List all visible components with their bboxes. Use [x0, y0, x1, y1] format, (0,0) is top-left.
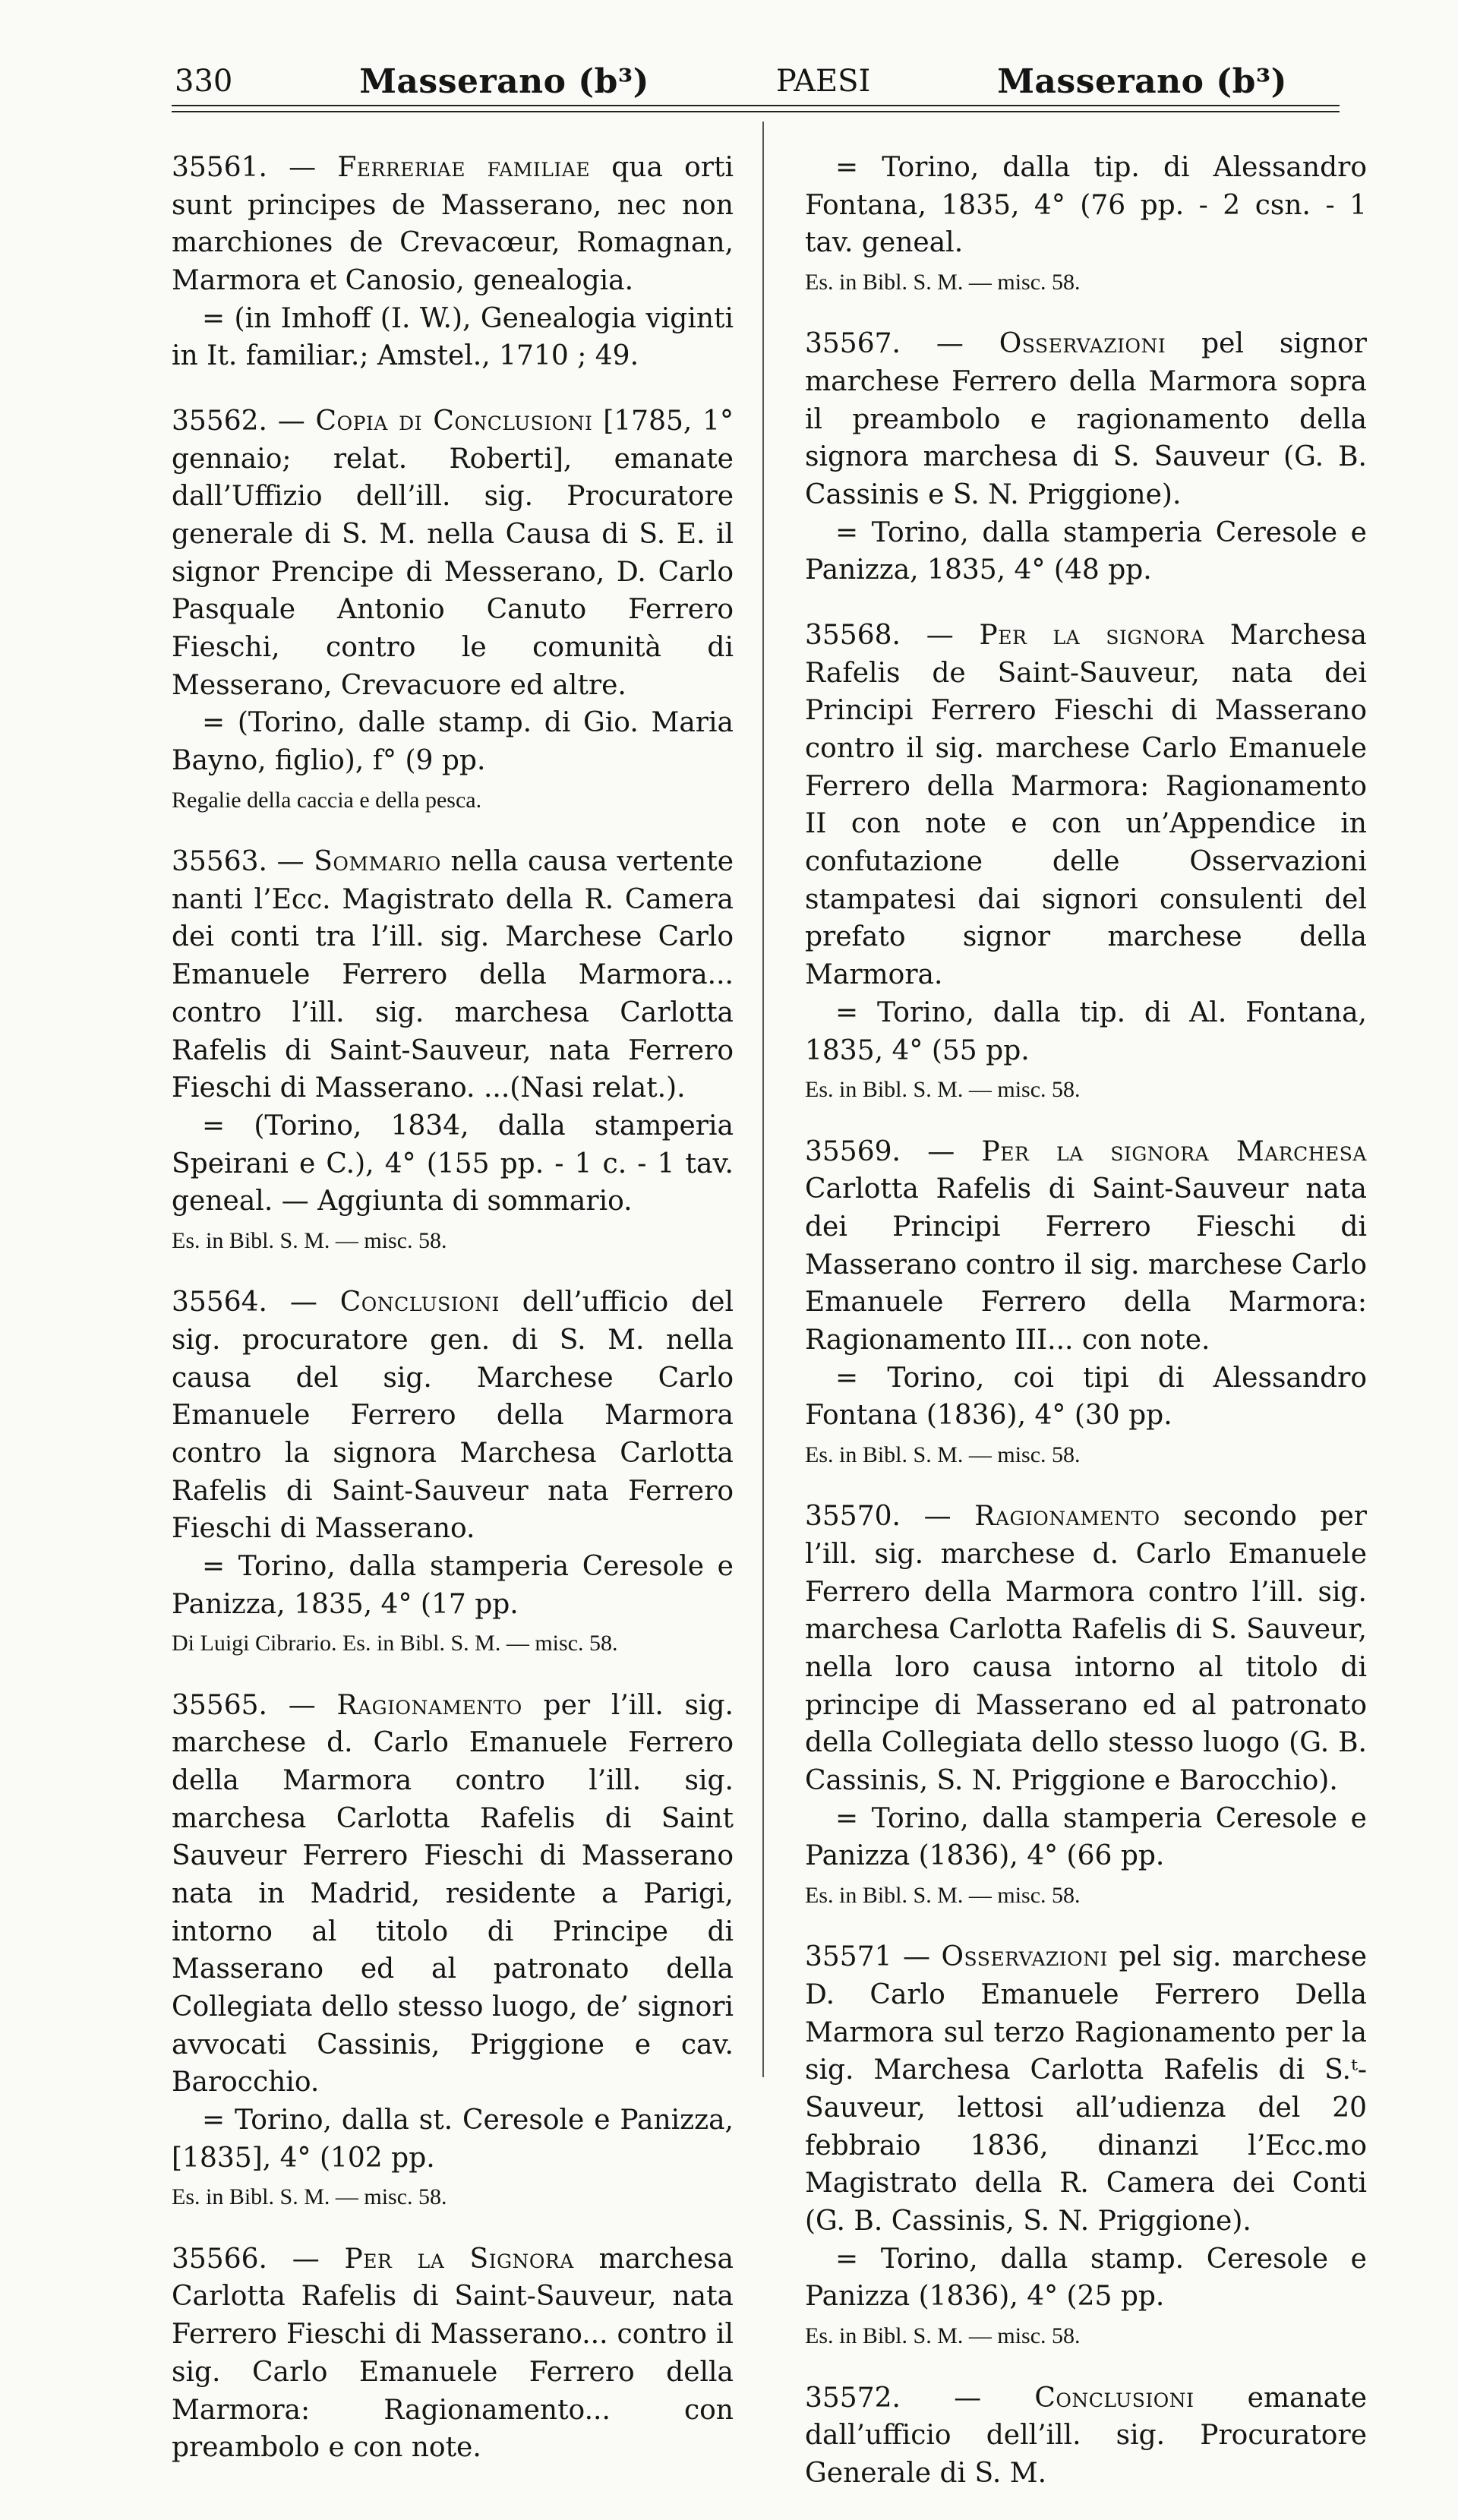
entry-description: 35562. — Copia di Conclusioni [1785, 1° gennaio; relat. Roberti], emanate dall’Uffizio dell’ill. sig. Procuratore generale di S. M. nella Causa di S. E. il signor Prencipe di Messerano, D. Carlo Pasquale Antonio Canuto Ferrero Fieschi, contro le comunità di Messerano, Crevacuore ed altre.: [172, 406, 734, 701]
entry-number: 35563.: [172, 846, 267, 878]
entry-location: Es. in Bibl. S. M. — misc. 58.: [172, 2184, 447, 2210]
entry-number: 35569.: [805, 1135, 901, 1167]
entry-lead: Ferreriae familiae: [337, 152, 591, 183]
entry-number: 35564.: [172, 1287, 267, 1318]
entry-publication: = Torino, dalla stamperia Ceresole e Panizza, 1835, 4° (17 pp.: [172, 1550, 734, 1620]
entry-description: 35568. — Per la signora Marchesa Rafelis de Saint-Sauveur, nata dei Principi Ferrero Fieschi di Masserano contro il sig. marchese Carlo Emanuele Ferrero della Marmora: Ragionamento II con note e con un’Appendice in confutazione delle Osservazioni stampatesi dai signori consulenti del prefato signor marchese della Marmora.: [805, 620, 1368, 991]
bibliography-entry: [805, 2379, 1367, 2493]
entry-number: 35566.: [172, 2243, 267, 2275]
entry-lead: Osservazioni: [941, 1941, 1108, 1973]
entry-number: 35565.: [172, 1689, 267, 1721]
entry-description: 35561. — Ferreriae familiae qua orti sunt principes de Masserano, nec non marchiones de Crevacœur, Romagnan, Marmora et Canosio, genealogia.: [172, 152, 734, 297]
entry-description: 35571 — Osservazioni pel sig. marchese D. Carlo Emanuele Ferrero Della Marmora sul terzo Ragionamento per la sig. Marchesa Carlotta Rafelis di S.ᵗ-Sauveur, lettosi all’udienza del 20 febbraio 1836, dinanzi l’Ecc.mo Magistrato della R. Camera dei Conti (G. B. Cassinis, S. N. Priggione).: [805, 1941, 1367, 2237]
entry-description: 35570. — Ragionamento secondo per l’ill. sig. marchese d. Carlo Emanuele Ferrero della Marmora contro l’ill. sig. marchesa Carlotta Rafelis di S. Sauveur, nella loro causa intorno al titolo di principe di Masserano ed al patronato della Collegiata dello stesso luogo (G. B. Cassinis, S. N. Priggione e Barocchio).: [805, 1501, 1367, 1797]
entry-body: dell’ufficio del sig. procuratore gen. di S. M. nella causa del sig. Marchese Carlo Emanuele Ferrero della Marmora contro la signora Marchesa Carlotta Rafelis di Saint-Sauveur nata Ferrero Fieschi di Masserano.: [172, 1287, 734, 1545]
entry-description: 35567. — Osservazioni pel signor marchese Ferrero della Marmora sopra il preambolo e ragionamento della signora marchesa di S. Sauveur (G. B. Cassinis e S. N. Priggione).: [805, 328, 1367, 511]
entry-description: 35563. — Sommario nella causa vertente nanti l’Ecc. Magistrato della R. Camera dei conti tra l’ill. sig. Marchese Carlo Emanuele Ferrero della Marmora... contro l’ill. sig. marchesa Carlotta Rafelis di Saint-Sauveur, nata Ferrero Fieschi di Masserano. ...(Nasi relat.).: [172, 846, 734, 1104]
right-column: [805, 149, 1367, 2520]
entry-description: 35564. — Conclusioni dell’ufficio del sig. procuratore gen. di S. M. nella causa del sig. Marchese Carlo Emanuele Ferrero della Marmora contro la signora Marchesa Carlotta Rafelis di Saint-Sauveur nata Ferrero Fieschi di Masserano.: [172, 1287, 734, 1545]
entry-lead: Per la signora Marchesa: [981, 1135, 1367, 1167]
entry-number: 35571: [805, 1941, 892, 1973]
entry-body: Carlotta Rafelis di Saint-Sauveur nata dei Principi Ferrero Fieschi di Masserano contro il sig. marchese Carlo Emanuele Ferrero della Marmora: Ragionamento III... con note.: [805, 1173, 1367, 1356]
entry-body: emanate dall’ufficio dell’ill. sig. Procuratore Generale di S. M.: [805, 2382, 1367, 2489]
entry-lead: Per la signora: [979, 620, 1205, 652]
bibliography-entry: [805, 1133, 1367, 1471]
entry-lead: Ragionamento: [974, 1501, 1160, 1533]
entry-number: 35561.: [172, 152, 267, 183]
entry-lead: Ragionamento: [336, 1689, 522, 1721]
entry-location: Regalie della caccia e della pesca.: [172, 787, 482, 813]
bibliography-entry: [805, 1498, 1367, 1911]
entry-number: 35572.: [805, 2382, 901, 2414]
entry-number: 35567.: [805, 328, 901, 360]
page-number: 330: [175, 64, 233, 99]
entry-description: 35565. — Ragionamento per l’ill. sig. marchese d. Carlo Emanuele Ferrero della Marmora contro l’ill. sig. marchesa Carlotta Rafelis di Saint Sauveur Ferrero Fieschi di Masserano nata in Madrid, residente a Parigi, intorno al titolo di Principe di Masserano ed al patronato della Collegiata dello stesso luogo, de’ signori avvocati Cassinis, Priggione e cav. Barocchio.: [172, 1689, 734, 2098]
entry-lead: Osservazioni: [999, 328, 1166, 360]
bibliography-entry: [805, 149, 1367, 298]
entry-location: Es. in Bibl. S. M. — misc. 58.: [805, 2323, 1081, 2349]
bibliography-entry: [172, 149, 734, 375]
entry-publication: = (Torino, dalle stamp. di Gio. Maria Bayno, figlio), f° (9 pp.: [172, 707, 734, 777]
header-rule-bottom: [172, 111, 1340, 112]
entry-location: Es. in Bibl. S. M. — misc. 58.: [805, 1883, 1081, 1909]
entry-publication: = Torino, dalla tip. di Alessandro Fontana, 1835, 4° (76 pp. - 2 csn. - 1 tav. geneal.: [805, 152, 1367, 259]
entry-number: 35568.: [805, 620, 901, 652]
entry-body: [1785, 1° gennaio; relat. Roberti], emanate dall’Uffizio dell’ill. sig. Procuratore generale di S. M. nella Causa di S. E. il signor Prencipe di Messerano, D. Carlo Pasquale Antonio Canuto Ferrero Fieschi, contro le comunità di Messerano, Crevacuore ed altre.: [172, 406, 734, 701]
entry-description: 35566. — Per la Signora marchesa Carlotta Rafelis di Saint-Sauveur, nata Ferrero Fieschi di Masserano... contro il sig. Carlo Emanuele Ferrero della Marmora: Ragionamento... con preambolo e con note.: [172, 2243, 734, 2464]
entry-body: marchesa Carlotta Rafelis di Saint-Sauveur, nata Ferrero Fieschi di Masserano... contro il sig. Carlo Emanuele Ferrero della Marmora: Ragionamento... con preambolo e con note.: [172, 2243, 734, 2464]
left-column: [172, 149, 734, 2494]
entry-publication: = Torino, dalla tip. di Al. Fontana, 1835, 4° (55 pp.: [805, 996, 1367, 1066]
entry-lead: Copia di Conclusioni: [315, 406, 593, 437]
entry-location: Es. in Bibl. S. M. — misc. 58.: [805, 1077, 1081, 1103]
entry-lead: Conclusioni: [339, 1287, 500, 1318]
entry-location: Es. in Bibl. S. M. — misc. 58.: [805, 1442, 1081, 1467]
column-divider: [762, 122, 764, 2077]
entry-body: per l’ill. sig. marchese d. Carlo Emanuele Ferrero della Marmora contro l’ill. sig. marchesa Carlotta Rafelis di Saint Sauveur Ferrero Fieschi di Masserano nata in Madrid, residente a Parigi, intorno al titolo di Principe di Masserano ed al patronato della Collegiata dello stesso luogo, de’ signori avvocati Cassinis, Priggione e cav. Barocchio.: [172, 1689, 734, 2098]
entry-number: 35562.: [172, 406, 267, 437]
bibliography-entry: [172, 2241, 734, 2467]
bibliography-entry: [805, 325, 1367, 589]
entry-location: Di Luigi Cibrario. Es. in Bibl. S. M. — misc. 58.: [172, 1631, 618, 1656]
entry-location: Es. in Bibl. S. M. — misc. 58.: [172, 1227, 447, 1253]
entry-publication: = Torino, dalla stamperia Ceresole e Panizza (1836), 4° (66 pp.: [805, 1802, 1367, 1872]
bibliography-entry: [805, 617, 1367, 1105]
entry-number: 35570.: [805, 1501, 901, 1533]
entry-lead: Per la Signora: [344, 2243, 574, 2275]
entry-publication: = Torino, dalla stamperia Ceresole e Panizza, 1835, 4° (48 pp.: [805, 516, 1367, 586]
entry-description: 35569. — Per la signora Marchesa Carlotta Rafelis di Saint-Sauveur nata dei Principi Ferrero Fieschi di Masserano contro il sig. marchese Carlo Emanuele Ferrero della Marmora: Ragionamento III... con note.: [805, 1135, 1367, 1356]
entry-body: nella causa vertente nanti l’Ecc. Magistrato della R. Camera dei conti tra l’ill. sig. Marchese Carlo Emanuele Ferrero della Marmora... contro l’ill. sig. marchesa Carlotta Rafelis di Saint-Sauveur, nata Ferrero Fieschi di Masserano. ...(Nasi relat.).: [172, 846, 734, 1104]
entry-body: qua orti sunt principes de Masserano, nec non marchiones de Crevacœur, Romagnan, Marmora et Canosio, genealogia.: [172, 152, 734, 297]
bibliography-entry: [805, 1938, 1367, 2351]
entry-body: pel sig. marchese D. Carlo Emanuele Ferrero Della Marmora sul terzo Ragionamento per la sig. Marchesa Carlotta Rafelis di S.ᵗ-Sauveur, lettosi all’udienza del 20 febbraio 1836, dinanzi l’Ecc.mo Magistrato della R. Camera dei Conti (G. B. Cassinis, S. N. Priggione).: [805, 1941, 1367, 2237]
entry-body: pel signor marchese Ferrero della Marmora sopra il preambolo e ragionamento della signora marchesa di S. Sauveur (G. B. Cassinis e S. N. Priggione).: [805, 328, 1367, 511]
entry-publication: = (in Imhoff (I. W.), Genealogia viginti in It. familiar.; Amstel., 1710 ; 49.: [172, 302, 734, 372]
bibliography-entry: [172, 843, 734, 1256]
entry-publication: = (Torino, 1834, dalla stamperia Speirani e C.), 4° (155 pp. - 1 c. - 1 tav. geneal. — Aggiunta di sommario.: [172, 1110, 734, 1217]
left-running-title: Masserano (b³): [359, 62, 649, 101]
bibliography-entry: [172, 1687, 734, 2213]
entry-publication: = Torino, coi tipi di Alessandro Fontana (1836), 4° (30 pp.: [805, 1362, 1367, 1432]
right-running-title: Masserano (b³): [997, 62, 1287, 101]
entry-body: secondo per l’ill. sig. marchese d. Carlo Emanuele Ferrero della Marmora contro l’ill. sig. marchesa Carlotta Rafelis di S. Sauveur, nella loro causa intorno al titolo di principe di Masserano ed al patronato della Collegiata dello stesso luogo (G. B. Cassinis, S. N. Priggione e Barocchio).: [805, 1501, 1367, 1797]
entry-publication: = Torino, dalla stamp. Ceresole e Panizza (1836), 4° (25 pp.: [805, 2243, 1367, 2313]
entry-lead: Conclusioni: [1034, 2382, 1194, 2414]
bibliography-entry: [172, 403, 734, 816]
entry-location: Es. in Bibl. S. M. — misc. 58.: [805, 270, 1081, 295]
bibliography-entry: [172, 1284, 734, 1659]
section-title: PAESI: [775, 64, 871, 99]
entry-description: 35572. — Conclusioni emanate dall’ufficio dell’ill. sig. Procuratore Generale di S. M.: [805, 2382, 1367, 2489]
header-rule-top: [172, 105, 1340, 106]
running-header: [175, 55, 1287, 108]
entry-publication: = Torino, dalla st. Ceresole e Panizza, [1835], 4° (102 pp.: [172, 2105, 734, 2174]
entry-lead: Sommario: [314, 846, 441, 878]
entry-body: Marchesa Rafelis de Saint-Sauveur, nata dei Principi Ferrero Fieschi di Masserano contro il sig. marchese Carlo Emanuele Ferrero della Marmora: Ragionamento II con note e con un’Appendice in confutazione delle Osservazioni stampatesi dai signori consulenti del prefato signor marchese della Marmora.: [805, 620, 1368, 991]
